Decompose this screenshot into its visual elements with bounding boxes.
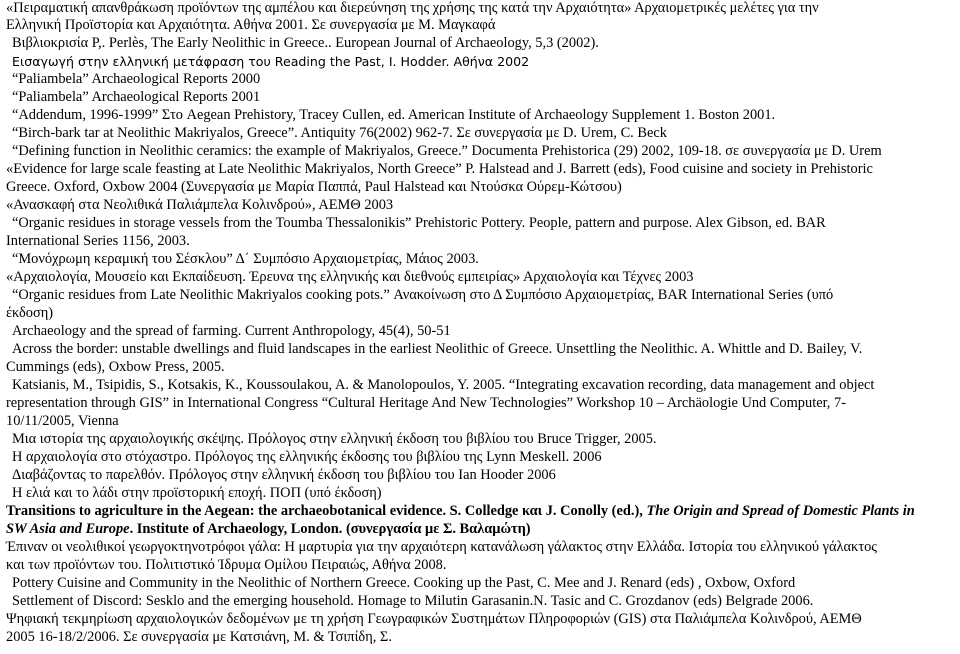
reference-line: “Paliambela” Archaeological Reports 2000 xyxy=(12,71,261,87)
reference-line: «Πειραματική απανθράκωση προϊόντων της αμπέλου και διερεύνηση της χρήσης της κατά την Αρχαιότητα» Αρχαιομετρικές μελέτες για την xyxy=(6,0,819,16)
reference-line: 10/11/2005, Vienna xyxy=(6,413,119,429)
reference-line: και των προϊόντων του. Πολιτιστικό Ίδρυμα Ομίλου Πειραιώς, Αθήνα 2008. xyxy=(6,557,447,573)
reference-line: Μια ιστορία της αρχαιολογικής σκέψης. Πρόλογος στην ελληνική έκδοση του βιβλίου του Bruce Trigger, 2005. xyxy=(12,431,657,447)
reference-line: Διαβάζοντας το παρελθόν. Πρόλογος στην ελληνική έκδοση του βιβλίου του Ian Hooder 2006 xyxy=(12,467,556,483)
reference-line: Archaeology and the spread of farming. Current Anthropology, 45(4), 50-51 xyxy=(12,323,451,339)
reference-line: “Addendum, 1996-1999” Στο Aegean Prehistory, Tracey Cullen, ed. American Institute of Archaeology Supplement 1. Boston 2001. xyxy=(12,107,776,123)
reference-line: «Evidence for large scale feasting at Late Neolithic Makriyalos, North Greece” P. Halstead and J. Barrett (eds), Food cuisine and society in Prehistoric xyxy=(6,161,873,177)
reference-book-title: The Origin and Spread of Domestic Plants in xyxy=(646,503,915,519)
reference-line: “Organic residues in storage vessels from the Toumba Thessalonikis” Prehistoric Pottery. People, pattern and purpose. Alex Gibson, ed. BAR xyxy=(12,215,826,231)
reference-line: “Paliambela” Archaeological Reports 2001 xyxy=(12,89,261,105)
reference-text: . Institute of Archaeology, London. (συνεργασία με Σ. Βαλαμώτη) xyxy=(129,521,531,537)
reference-line: «Ανασκαφή στα Νεολιθικά Παλιάμπελα Κολινδρού», ΑΕΜΘ 2003 xyxy=(6,197,394,213)
reference-line: Ελληνική Προϊστορία και Αρχαιότητα. Αθήνα 2001. Σε συνεργασία με Μ. Μαγκαφά xyxy=(6,17,496,33)
reference-line: Greece. Oxford, Oxbow 2004 (Συνεργασία με Μαρία Παππά, Paul Halstead και Ντούσκα Ούρεμ-Κώτσου) xyxy=(6,179,622,195)
reference-line xyxy=(6,521,531,538)
reference-line: International Series 1156, 2003. xyxy=(6,233,190,249)
reference-line: Έπιναν οι νεολιθικοί γεωργοκτηνοτρόφοι γάλα: Η μαρτυρία για την αρχαιότερη κατανάλωση γάλακτος στην Ελλάδα. Ιστορία του ελληνικού γάλακτος xyxy=(6,539,877,555)
reference-line: 2005 16-18/2/2006. Σε συνεργασία με Κατσιάνη, Μ. & Τσιπίδη, Σ. xyxy=(6,629,392,645)
reference-line: Cummings (eds), Oxbow Press, 2005. xyxy=(6,359,225,375)
reference-line xyxy=(6,503,915,520)
reference-line: «Αρχαιολογία, Μουσείο και Εκπαίδευση. Έρευνα της ελληνικής και διεθνούς εμπειρίας» Αρχαιολογία και Τέχνες 2003 xyxy=(6,269,694,285)
reference-line: Βιβλιοκρισία P,. Perlès, The Early Neolithic in Greece.. European Journal of Archaeology, 5,3 (2002). xyxy=(12,35,599,51)
reference-line: Η ελιά και το λάδι στην προϊστορική εποχή. ΠΟΠ (υπό έκδοση) xyxy=(12,485,382,501)
reference-line: Pottery Cuisine and Community in the Neolithic of Northern Greece. Cooking up the Past, C. Mee and J. Renard (eds) , Oxbow, Oxford xyxy=(12,575,796,591)
reference-line: “Birch-bark tar at Neolithic Makriyalos, Greece”. Antiquity 76(2002) 962-7. Σε συνεργασία με D. Urem, C. Beck xyxy=(12,125,667,141)
reference-line: Across the border: unstable dwellings and fluid landscapes in the earliest Neolithic of Greece. Unsettling the Neolithic. A. Whittle and D. Bailey, V. xyxy=(12,341,863,357)
reference-line: Settlement of Discord: Sesklo and the emerging household. Homage to Milutin Garasanin.N. Tasic and C. Grozdanov (eds) Belgrade 2006. xyxy=(12,593,814,609)
reference-book-title: SW Asia and Europe xyxy=(6,521,130,537)
reference-line: έκδοση) xyxy=(6,305,54,321)
reference-line: representation through GIS” in International Congress “Cultural Heritage And New Technologies” Workshop 10 – Archäologie Und Computer, 7- xyxy=(6,395,846,411)
reference-line: Ψηφιακή τεκμηρίωση αρχαιολογικών δεδομένων με τη χρήση Γεωγραφικών Συστημάτων Πληροφοριών (GIS) στα Παλιάμπελα Κολινδρού, ΑΕΜΘ xyxy=(6,611,862,627)
reference-line: “Μονόχρωμη κεραμική του Σέσκλου” Δ΄ Συμπόσιο Αρχαιομετρίας, Μάιος 2003. xyxy=(12,251,479,267)
reference-line: Katsianis, M., Tsipidis, S., Kotsakis, K., Koussoulakou, A. & Manolopoulos, Y. 2005. “Integrating excavation recording, data management and object xyxy=(12,377,875,393)
reference-line: Εισαγωγή στην ελληνική μετάφραση του Reading the Past, I. Hodder. Αθήνα 2002 xyxy=(12,54,530,69)
reference-line: “Organic residues from Late Neolithic Makriyalos cooking pots.” Ανακοίνωση στο Δ Συμπόσιο Αρχαιομετρίας, BAR International Series (υπό xyxy=(12,287,834,303)
reference-text: Transitions to agriculture in the Aegean: the archaeobotanical evidence. S. Colledge και J. Conolly (ed.), xyxy=(6,503,643,519)
reference-line: “Defining function in Neolithic ceramics: the example of Makriyalos, Greece.” Documenta Prehistorica (29) 2002, 109-18. σε συνεργασία με D. Urem xyxy=(12,143,882,159)
reference-line: Η αρχαιολογία στο στόχαστρο. Πρόλογος της ελληνικής έκδοσης του βιβλίου της Lynn Meskell. 2006 xyxy=(12,449,602,465)
